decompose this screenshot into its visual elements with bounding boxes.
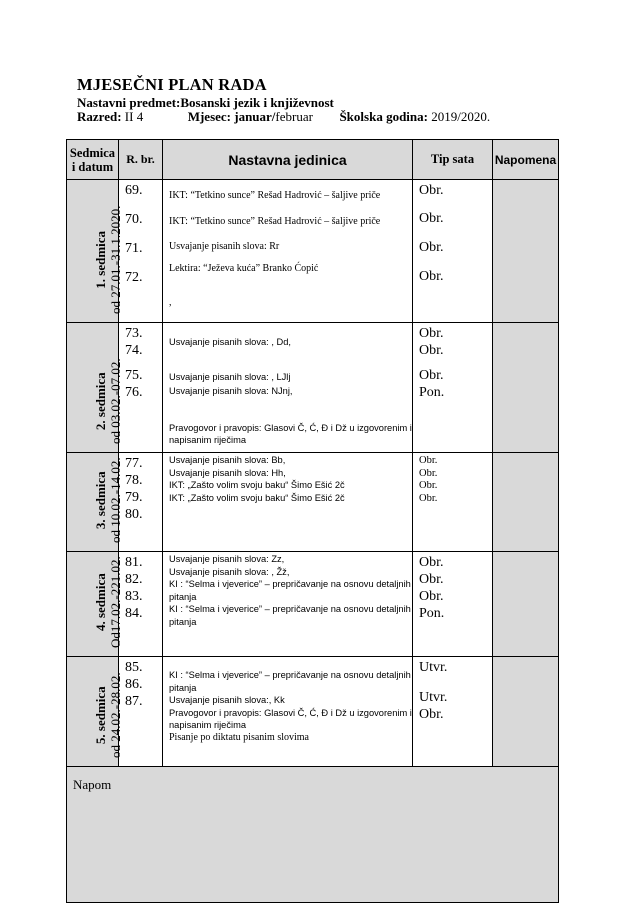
week-dates: od 24.02.-28.02. (107, 672, 123, 758)
lesson-number: 82. (125, 572, 143, 587)
note-label: Napom (67, 767, 559, 903)
table-row (67, 323, 559, 453)
grade-value: II 4 (124, 109, 144, 124)
note-row (67, 767, 559, 903)
lesson-number: 86. (125, 677, 143, 692)
lesson-type: Obr. (419, 326, 444, 341)
lesson-unit: IKT: „Zašto volim svoju baku“ Šimo Ešić 2č (169, 480, 345, 490)
week-label: 1. sedmica (92, 230, 108, 289)
lesson-number: 77. (125, 456, 143, 471)
lesson-types (413, 552, 493, 657)
lesson-number: 79. (125, 490, 143, 505)
lesson-number: 83. (125, 589, 143, 604)
week-dates: od 27.01.-31.1.2020. (107, 205, 123, 314)
lesson-type: Utvr. (419, 660, 448, 675)
year-label: Školska godina: (339, 109, 428, 124)
lesson-units (163, 323, 413, 453)
week-cell (67, 657, 123, 767)
lesson-units (163, 453, 413, 552)
week-dates: od 10.02.-14.02. (107, 457, 123, 543)
month-label: Mjesec: januar/ (187, 109, 276, 124)
lesson-unit: KI : “Selma i vjeverice” – prepričavanje na osnovu detaljnih pitanja (169, 670, 411, 693)
lesson-number: 75. (125, 368, 143, 383)
lesson-unit: KI : “Selma i vjeverice” – prepričavanje na osnovu detaljnih pitanja (169, 579, 411, 602)
week-cell (67, 453, 123, 552)
table-row (67, 180, 559, 323)
lesson-number: 80. (125, 507, 143, 522)
lesson-type: Obr. (419, 555, 444, 570)
lesson-number: 85. (125, 660, 143, 675)
page-title: MJESEČNI PLAN RADA (77, 75, 267, 94)
lesson-number: 74. (125, 343, 143, 358)
year-value: 2019/2020. (431, 109, 491, 124)
lesson-type: Obr. (419, 343, 444, 358)
lesson-type: Obr. (419, 589, 444, 604)
week-label: 2. sedmica (92, 372, 108, 431)
grade-label: Razred: (77, 109, 122, 124)
week-dates: od 03.02.-07.02. (107, 358, 123, 444)
column-header: Sedmica i datum (67, 140, 119, 180)
column-header: Napomena (493, 140, 559, 180)
lesson-unit: Pravogovor i pravopis: Glasovi Č, Ć, Đ i Dž u izgovorenim i napisanim riječima (169, 707, 412, 730)
lesson-number: 73. (125, 326, 143, 341)
column-header: Nastavna jedinica (163, 140, 413, 180)
lesson-unit: Usvajanje pisanih slova:, Kk (169, 695, 285, 705)
lesson-unit: Usvajanje pisanih slova: , Dd, (169, 337, 291, 347)
lesson-type: Obr. (419, 467, 438, 479)
lesson-type: Utvr. (419, 690, 448, 705)
week-cell (67, 180, 123, 323)
lesson-number: 87. (125, 694, 143, 709)
lesson-unit: Usvajanje pisanih slova: Rr (169, 241, 280, 252)
subject-line: Nastavni predmet:Bosanski jezik i književnost (77, 95, 334, 110)
table-row (67, 552, 559, 657)
grade-line (77, 109, 490, 125)
lesson-unit: IKT: „Zašto volim svoju baku“ Šimo Ešić 2č (169, 492, 345, 503)
table-row (67, 657, 559, 767)
lesson-type: Obr. (419, 240, 444, 255)
week-label: 3. sedmica (92, 471, 108, 530)
lesson-type: Pon. (419, 606, 445, 621)
lesson-type: Obr. (419, 480, 438, 491)
lesson-unit: IKT: “Tetkino sunce” Rešad Hadrović – šaljive priče (169, 215, 381, 227)
week-label: 5. sedmica (92, 686, 108, 745)
lesson-types (413, 453, 493, 552)
lesson-number: 84. (125, 606, 143, 621)
lesson-unit: Usvajanje pisanih slova: Bb, (169, 455, 286, 465)
lesson-number: 72. (125, 270, 143, 285)
plan-table (66, 139, 559, 903)
lesson-unit: Pisanje po diktatu pisanim slovima (169, 731, 309, 743)
lesson-type: Obr. (419, 707, 444, 722)
lesson-type: Pon. (419, 385, 445, 400)
lesson-types (413, 323, 493, 453)
note-cell (493, 552, 559, 657)
lesson-numbers (119, 323, 163, 453)
lesson-types (413, 180, 493, 323)
lesson-numbers (119, 180, 163, 323)
lesson-unit: Usvajanje pisanih slova: Zz, (169, 554, 285, 564)
lesson-number: 81. (125, 555, 143, 570)
lesson-type: Obr. (419, 368, 444, 383)
lesson-type: Obr. (419, 269, 444, 284)
lesson-number: 69. (125, 183, 143, 198)
lesson-numbers (119, 552, 163, 657)
lesson-type: Obr. (419, 183, 444, 198)
table-row (67, 453, 559, 552)
lesson-type: Obr. (419, 572, 444, 587)
lesson-unit: KI : “Selma i vjeverice” – prepričavanje na osnovu detaljnih pitanja (169, 604, 411, 627)
week-cell (67, 323, 123, 453)
week-label: 4. sedmica (92, 573, 108, 632)
lesson-unit: , (169, 297, 172, 308)
lesson-unit: Usvajanje pisanih slova: , LJlj (169, 371, 291, 382)
lesson-numbers (119, 657, 163, 767)
note-cell (493, 323, 559, 453)
lesson-unit: Lektira: “Ježeva kuća” Branko Ćopić (169, 262, 319, 274)
lesson-units (163, 657, 413, 767)
week-cell (67, 552, 123, 657)
lesson-type: Obr. (419, 455, 438, 466)
lesson-types (413, 657, 493, 767)
month-value: februar (275, 109, 313, 124)
lesson-unit: IKT: “Tetkino sunce” Rešad Hadrović – šaljive priče (169, 190, 381, 201)
lesson-number: 76. (125, 385, 143, 400)
lesson-unit: Usvajanje pisanih slova: NJnj, (169, 386, 293, 396)
note-cell (493, 180, 559, 323)
lesson-unit: Usvajanje pisanih slova: , Žž, (169, 566, 290, 577)
lesson-number: 78. (125, 473, 143, 488)
column-header: Tip sata (413, 140, 493, 180)
note-cell (493, 657, 559, 767)
week-dates: Od17.02.-221.02. (107, 556, 123, 648)
lesson-type: Obr. (419, 211, 444, 226)
table-header-row (67, 140, 559, 180)
lesson-units (163, 552, 413, 657)
note-cell (493, 453, 559, 552)
lesson-number: 70. (125, 212, 143, 227)
lesson-unit: Usvajanje pisanih slova: Hh, (169, 467, 286, 478)
lesson-type: Obr. (419, 492, 438, 504)
lesson-numbers (119, 453, 163, 552)
column-header: R. br. (119, 140, 163, 180)
lesson-number: 71. (125, 241, 143, 256)
lesson-units (163, 180, 413, 323)
lesson-unit: Pravogovor i pravopis: Glasovi Č, Ć, Đ i Dž u izgovorenim i napisanim riječima (169, 422, 412, 445)
